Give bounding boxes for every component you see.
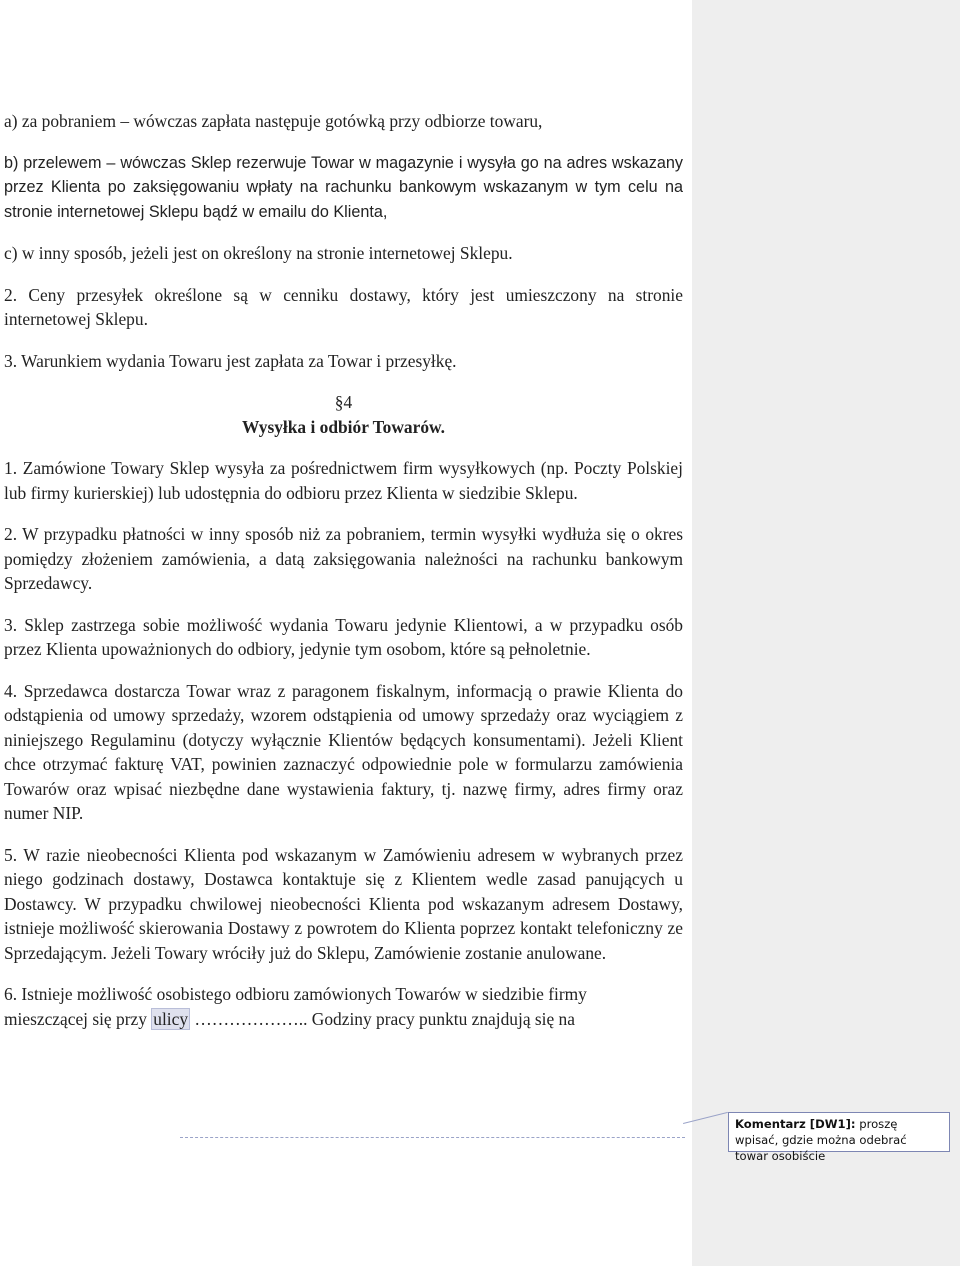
- comments-margin: [692, 0, 960, 1266]
- paragraph-release-condition: 3. Warunkiem wydania Towaru jest zapłata za Towar i przesyłkę.: [4, 350, 457, 371]
- paragraph-payment-c: c) w inny sposób, jeżeli jest on określony na stronie internetowej Sklepu.: [4, 243, 513, 263]
- paragraph-section-6-line2-end: ……………….. Godziny pracy punktu znajdują się na: [190, 1008, 575, 1029]
- paragraph-section-5: 5. W razie nieobecności Klienta pod wskazanym w Zamówieniu adresem w wybranych przez niego godzinach dostawy, Dostawca kontaktuje się z Klientem wedle zasad panujących u Dostawcy. W przypadku chwilowej nieobecności Klienta pod wskazanym adresem Dostawy, istnieje możliwość skierowania Dostawy z powrotem do Klienta poprzez kontakt telefoniczny ze Sprzedającym. Jeżeli Towary wróciły już do Sklepu, Zamówienie zostanie anulowane.: [4, 844, 683, 963]
- paragraph-payment-a: a) za pobraniem – wówczas zapłata następuje gotówką przy odbiorze towaru,: [4, 111, 543, 131]
- paragraph-section-4: 4. Sprzedawca dostarcza Towar wraz z paragonem fiskalnym, informacją o prawie Klienta do odstąpienia od umowy sprzedaży, wzorem odstąpienia od umowy sprzedaży oraz wyciągiem z niniejszego Regulaminu (dotyczy wyłącznie Klientów będących konsumentami). Jeżeli Klient chce otrzymać fakturę VAT, powinien zaznaczyć odpowiednie pole w formularzu zamówienia Towarów oraz wpisać niezbędne dane wystawienia faktury, tj. nazwę firmy, adres firmy oraz numer NIP.: [4, 680, 683, 823]
- paragraph-section-3: 3. Sklep zastrzega sobie możliwość wydania Towaru jedynie Klientowi, a w przypadku osób przez Klienta upoważnionych do odbiory, jedynie tym osobom, które są pełnoletnie.: [4, 614, 683, 659]
- document-body: [4, 109, 683, 1031]
- paragraph-section-6-line1: 6. Istnieje możliwość osobistego odbioru zamówionych Towarów w siedzibie firmy: [4, 984, 587, 1004]
- paragraph-section-6: [4, 982, 683, 1031]
- section-heading: [4, 390, 683, 439]
- paragraph-section-1: 1. Zamówione Towary Sklep wysyła za pośrednictwem firm wysyłkowych (np. Poczty Polskiej lub firmy kurierskiej) lub udostępnia do odbioru przez Klienta w siedzibie Sklepu.: [4, 458, 683, 503]
- paragraph-section-6-line2-start: mieszczącej się przy: [4, 1008, 152, 1029]
- comment-balloon[interactable]: [728, 1112, 950, 1163]
- section-title: Wysyłka i odbiór Towarów.: [242, 416, 445, 437]
- commented-text-highlight[interactable]: ulicy: [153, 1008, 189, 1029]
- comment-label: Komentarz [DW1]:: [735, 1117, 856, 1131]
- comment-text: proszę wpisać, gdzie można odebrać towar osobiście: [735, 1117, 907, 1163]
- paragraph-shipping-prices: 2. Ceny przesyłek określone są w cenniku dostawy, który jest umieszczony na stronie internetowej Sklepu.: [4, 284, 683, 329]
- paragraph-section-2: 2. W przypadku płatności w inny sposób niż za pobraniem, termin wysyłki wydłuża się o okres pomiędzy złożeniem zamówienia, a datą zaksięgowania należności na rachunku bankowym Sprzedawcy.: [4, 524, 683, 593]
- section-number: §4: [334, 392, 353, 412]
- comment-anchor-line: [180, 1137, 685, 1139]
- paragraph-payment-b: b) przelewem – wówczas Sklep rezerwuje Towar w magazynie i wysyła go na adres wskazany przez Klienta po zaksięgowaniu wpłaty na rachunku bankowym wskazanym w tym celu na stronie internetowej Sklepu bądź w emailu do Klienta,: [4, 153, 683, 221]
